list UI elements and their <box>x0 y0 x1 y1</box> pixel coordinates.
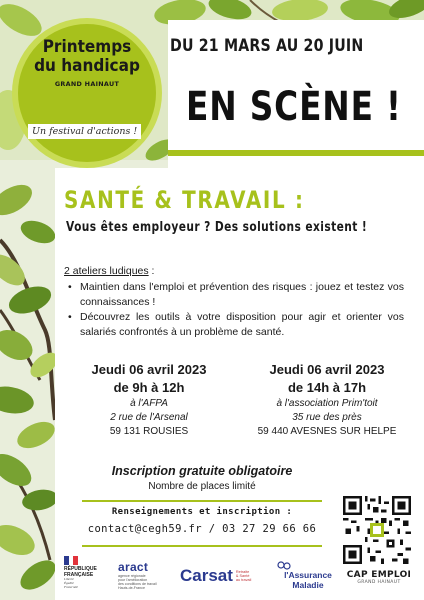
rf-line2: FRANÇAISE <box>64 571 94 578</box>
am-line1: l'Assurance <box>284 570 332 580</box>
carsat-tagline <box>233 570 251 583</box>
am-line2: Maladie <box>292 579 324 590</box>
inscription-limit: Nombre de places limité <box>148 481 256 492</box>
festival-title-line2: du handicap <box>34 56 140 76</box>
assurance-maladie-logo <box>276 561 340 595</box>
aract-sub2: pour l'amélioration <box>118 578 148 582</box>
session-morning <box>64 361 234 439</box>
cap-emploi-name: CAP EMPLOI <box>346 570 412 580</box>
festival-title-line1: Printemps <box>42 37 132 57</box>
contact-info[interactable]: contact@cegh59.fr / 03 27 29 66 66 <box>87 523 317 535</box>
atelier-item: • Découvrez les outils à votre disposition pour agir et orienter vos salariés confrontés à un problème de santé. <box>64 310 404 340</box>
aract-sub4: Hauts-de-France <box>118 586 145 590</box>
session-place: à l'association Prim'toit <box>276 398 378 409</box>
rf-motto1: Liberté <box>64 577 74 581</box>
cap-emploi-region: GRAND HAINAUT <box>357 580 401 585</box>
ateliers-title-text: 2 ateliers ludiques <box>64 265 149 277</box>
aract-logo <box>118 560 172 592</box>
carsat-sub1: Retraite <box>235 569 250 574</box>
inscription-divider-top <box>82 500 322 502</box>
inscription-main: Inscription gratuite obligatoire <box>111 464 293 478</box>
rf-motto2: Égalité <box>64 580 74 585</box>
carsat-logo <box>180 563 272 589</box>
carsat-name: Carsat <box>180 566 233 585</box>
rf-motto3: Fraternité <box>64 584 78 589</box>
qr-code[interactable] <box>343 496 411 564</box>
session-time: de 14h à 17h <box>287 380 367 395</box>
session-time: de 9h à 12h <box>113 380 185 395</box>
aract-sub1: agence régionale <box>118 574 146 578</box>
ateliers-title <box>64 265 154 277</box>
festival-title <box>18 38 156 76</box>
republique-francaise-logo <box>64 556 114 594</box>
inscription-divider-bottom <box>82 545 322 547</box>
atelier-item: • Maintien dans l'emploi et prévention des risques : jouez et testez vos connaissances ! <box>64 280 404 310</box>
aract-name: aract <box>118 560 149 574</box>
event-dates: DU 21 MARS AU 20 JUIN <box>170 36 364 55</box>
carsat-sub3: au travail <box>235 578 252 583</box>
session-city: 59 440 AVESNES SUR HELPE <box>257 426 397 437</box>
festival-logo <box>12 18 162 168</box>
marianne-icon <box>64 556 78 565</box>
session-street: 2 rue de l'Arsenal <box>110 412 188 423</box>
session-street: 35 rue des près <box>292 412 362 423</box>
inscription-block <box>64 462 340 494</box>
section-heading: SANTÉ & TRAVAIL : <box>64 186 305 214</box>
section-subheading: Vous êtes employeur ? Des solutions existent ! <box>66 220 368 235</box>
session-day: Jeudi 06 avril 2023 <box>269 362 385 377</box>
session-day: Jeudi 06 avril 2023 <box>91 362 207 377</box>
session-place: à l'AFPA <box>130 398 168 409</box>
header-divider <box>168 150 424 156</box>
aract-sub3: des conditions de travail <box>118 582 157 586</box>
session-afternoon <box>242 361 412 439</box>
festival-region: GRAND HAINAUT <box>54 80 120 88</box>
assurance-maladie-name <box>276 571 340 590</box>
carsat-sub2: & Santé <box>235 573 250 578</box>
renseignements-label: Renseignements et inscription : <box>111 507 293 517</box>
event-headline: EN SCÈNE ! <box>186 84 402 130</box>
cap-emploi-logo <box>338 570 420 585</box>
ateliers-list <box>64 280 404 340</box>
ateliers-title-suffix: : <box>148 265 155 277</box>
rf-line1: RÉPUBLIQUE <box>64 566 97 572</box>
festival-tagline: Un festival d'actions ! <box>28 124 141 139</box>
session-city: 59 131 ROUSIES <box>109 426 189 437</box>
